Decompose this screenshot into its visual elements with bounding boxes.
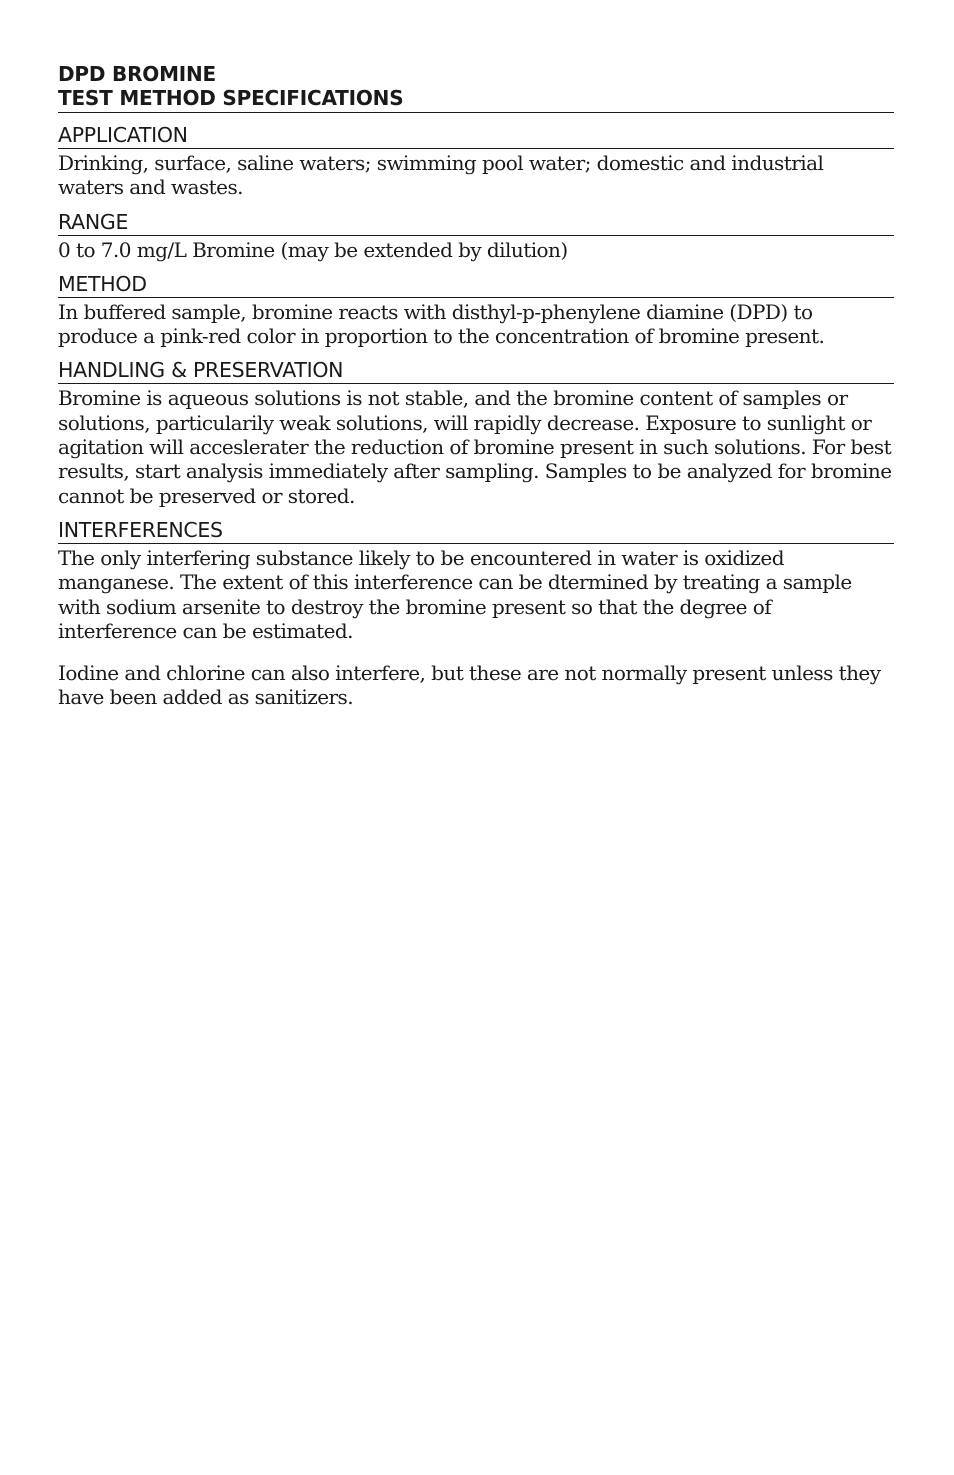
section-heading: APPLICATION xyxy=(58,113,894,149)
section-heading: RANGE xyxy=(58,200,894,236)
section-heading: INTERFERENCES xyxy=(58,508,894,544)
section-application xyxy=(58,113,894,200)
section-heading: METHOD xyxy=(58,262,894,298)
section-paragraph: In buffered sample, bromine reacts with disthyl-p-phenylene diamine (DPD) to produce a pink-red color in proportion to the concentration of bromine present. xyxy=(58,299,825,349)
section-paragraph: Drinking, surface, saline waters; swimming pool water; domestic and industrial waters and wastes. xyxy=(58,151,824,200)
section-handling-preservation xyxy=(58,348,894,507)
title-line-2: TEST METHOD SPECIFICATIONS xyxy=(58,86,404,110)
section-method xyxy=(58,262,894,349)
section-paragraph: Bromine is aqueous solutions is not stable, and the bromine content of samples or solutions, particularily weak solutions, will rapidly decrease. Exposure to sunlight or agitation will acceslerater the reduction of bromine present in such solutions. For best results, start analysis immediately after sampling. Samples to be analyzed for bromine cannot be preserved or stored. xyxy=(58,386,892,508)
section-paragraph: Iodine and chlorine can also interfere, but these are not normally present unless they have been added as sanitizers. xyxy=(58,661,881,710)
section-interferences xyxy=(58,508,894,710)
section-paragraph: The only interfering substance likely to be encountered in water is oxidized manganese. The extent of this interference can be dtermined by treating a sample with sodium arsenite to destroy the bromine present so that the degree of interference can be estimated. xyxy=(58,545,852,643)
document-title xyxy=(58,62,894,113)
title-line-1: DPD BROMINE xyxy=(58,62,217,86)
section-paragraph: 0 to 7.0 mg/L Bromine (may be extended by dilution) xyxy=(58,237,568,262)
section-heading: HANDLING & PRESERVATION xyxy=(58,348,894,384)
document-page xyxy=(58,62,894,710)
section-range xyxy=(58,200,894,262)
